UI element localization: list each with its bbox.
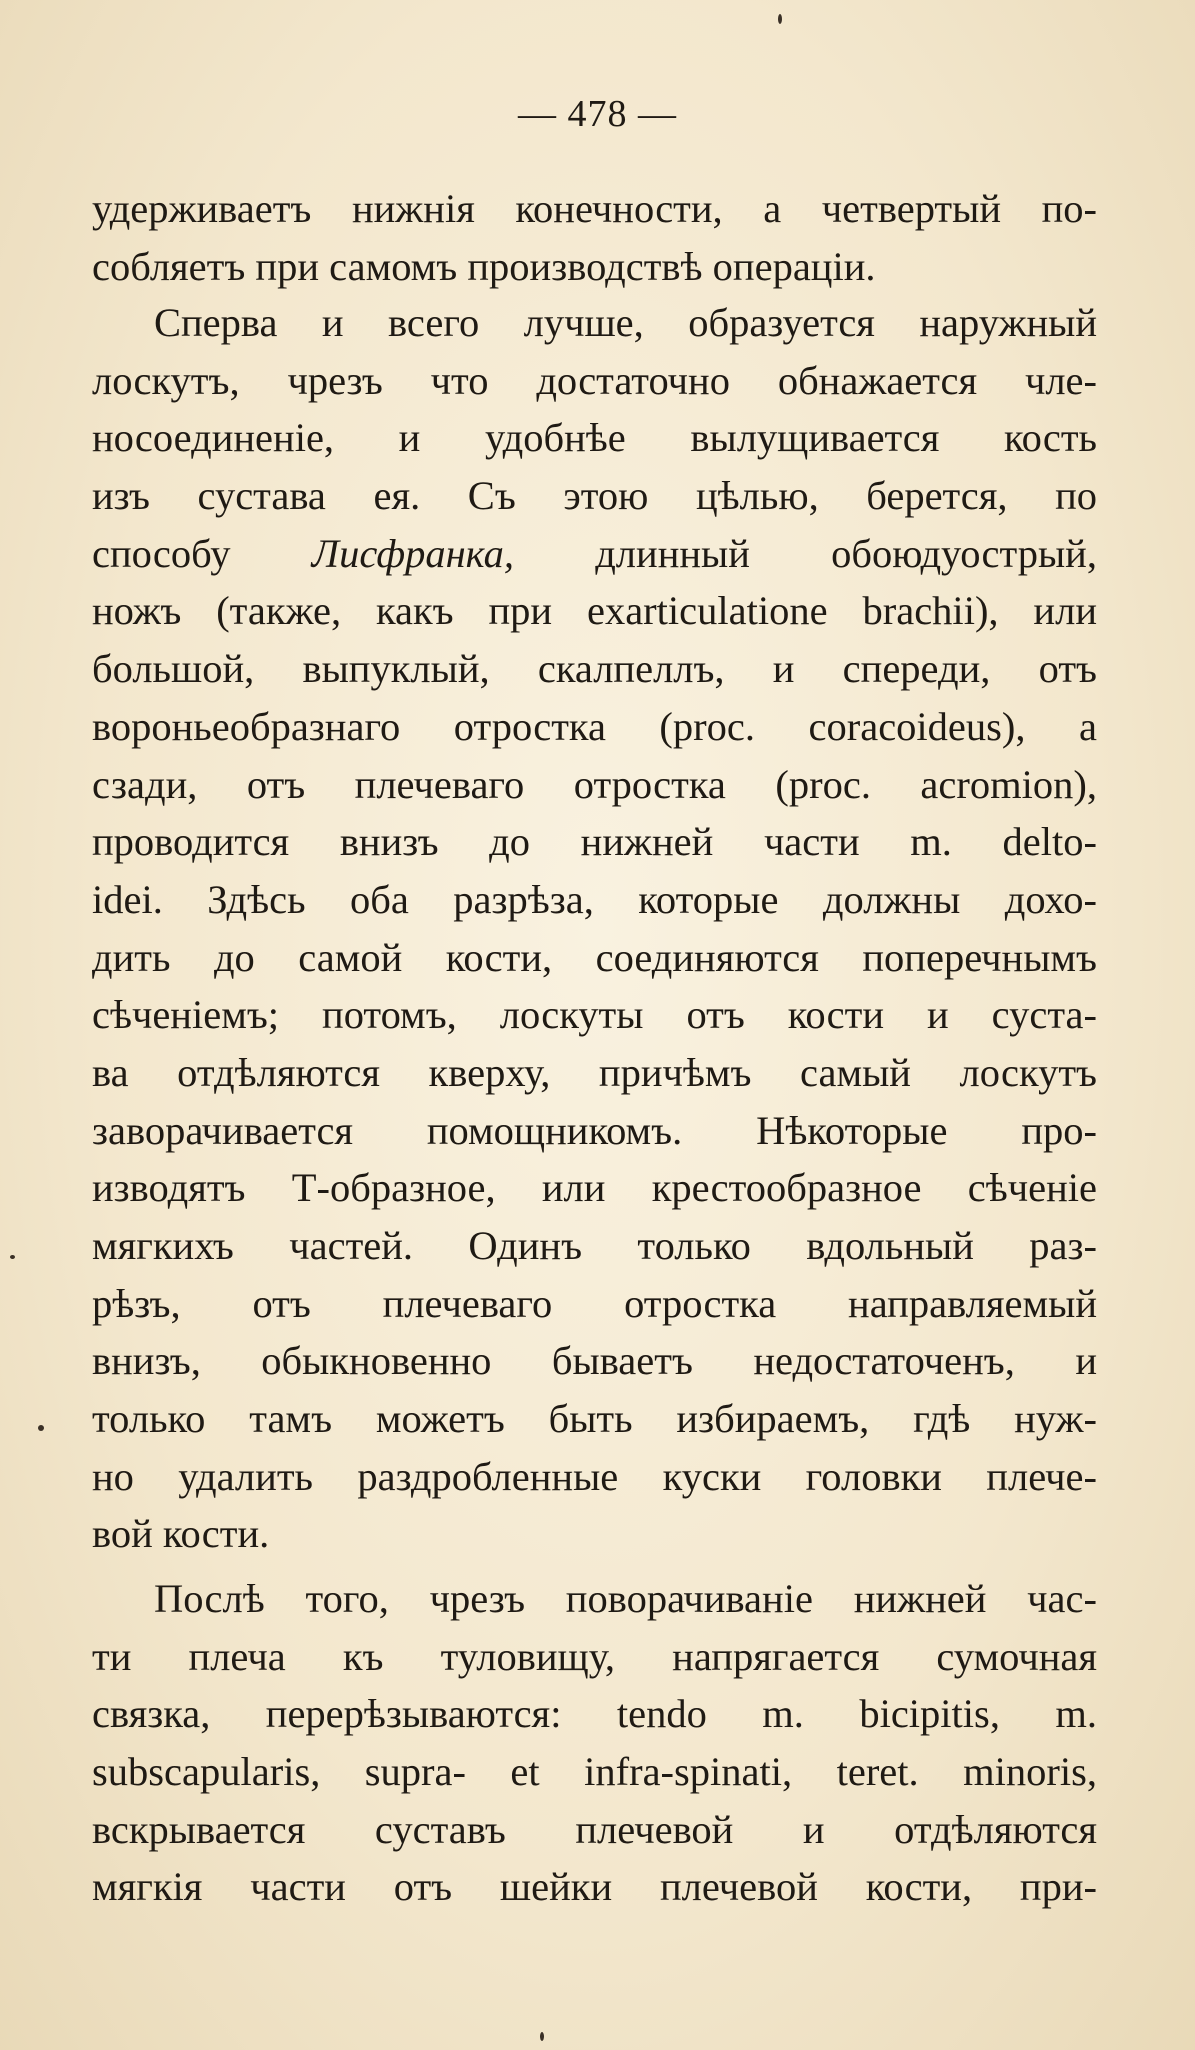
text-line: собляетъ при самомъ производствѣ операціи. [92,243,876,289]
text-line: большой, выпуклый, скалпеллъ, и спереди, отъ [92,646,1097,692]
text-line: сѣченіемъ; потомъ, лоскуты отъ кости и суста- [92,992,1097,1038]
text-line: сзади, отъ плечеваго отростка (proc. acromion), [92,761,1097,807]
text-line: связка, перерѣзываются: tendo m. bicipitis, m. [92,1691,1097,1737]
paragraph-3 [92,1570,1097,1916]
text-line: лоскутъ, чрезъ что достаточно обнажается чле- [92,357,1097,403]
author-name: Лисфранка, [311,530,514,576]
text-line: вскрывается суставъ плечевой и отдѣляются [92,1806,1097,1852]
text-line: вой кости. [92,1511,270,1557]
text-line: мягкія части отъ шейки плечевой кости, при- [92,1864,1097,1910]
page-number: — 478 — [518,93,677,135]
text-line: проводится внизъ до нижней части m. delto- [92,819,1097,865]
text-line: удерживаетъ нижнія конечности, а четвертый по- [92,186,1097,231]
text-line: но удалить раздробленные куски головки плече- [92,1453,1097,1499]
text-line: дить до самой кости, соединяются поперечнымъ [92,934,1097,980]
ink-speck [540,2032,544,2041]
paragraph-2 [92,294,1097,1563]
text-line: subscapularis, supra- et infra-spinati, teret. minoris, [92,1749,1097,1795]
text-line: изводятъ Т-образное, или крестообразное сѣченіе [92,1165,1097,1211]
paragraph-1 [92,180,1097,295]
text-line: носоединеніе, и удобнѣе вылущивается кость [92,415,1097,461]
text-line: ти плеча къ туловищу, напрягается сумочная [92,1633,1097,1679]
ink-speck [10,1255,15,1259]
text-line: ва отдѣляются кверху, причѣмъ самый лоскутъ [92,1049,1097,1095]
ink-speck [38,1425,44,1431]
text-line: Сперва и всего лучше, образуется наружный [154,300,1097,345]
text-line: Послѣ того, чрезъ поворачиваніе нижней час- [154,1576,1097,1621]
text-line: вороньеобразнаго отростка (proc. coracoideus), а [92,703,1097,749]
text-line: только тамъ можетъ быть избираемъ, гдѣ нуж- [92,1396,1097,1442]
text-line: заворачивается помощникомъ. Нѣкоторые про- [92,1107,1097,1153]
ink-speck [778,14,782,24]
text-line: мягкихъ частей. Одинъ только вдольный раз- [92,1223,1097,1268]
text-line: рѣзъ, отъ плечеваго отростка направляемый [92,1280,1097,1326]
text-line: idei. Здѣсь оба разрѣза, которые должны дохо- [92,876,1097,922]
text-line: ножъ (также, какъ при exarticulatione brachii), или [92,588,1097,634]
text-line: внизъ, обыкновенно бываетъ недостаточенъ, и [92,1338,1097,1384]
text-line: способу Лисфранка, длинный обоюдуострый, [92,530,1097,576]
text-line: изъ сустава ея. Съ этою цѣлью, берется, по [92,473,1097,519]
